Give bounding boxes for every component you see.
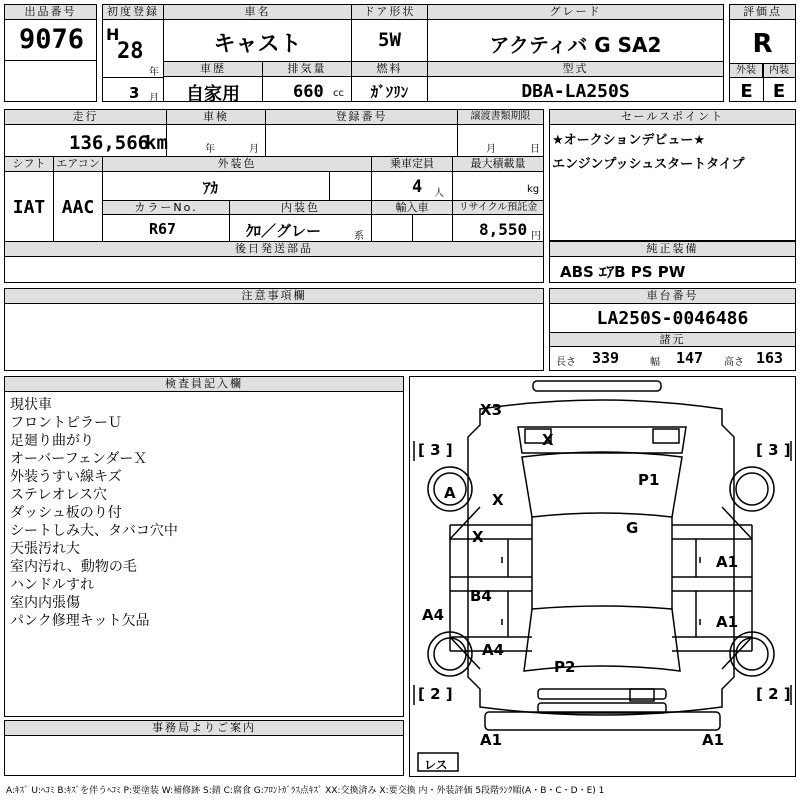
lot-label: 出品番号: [5, 5, 96, 20]
mileage-value: 136,566: [69, 132, 150, 154]
import-box: [371, 200, 453, 242]
damage-mark: X: [472, 528, 484, 546]
fuel-box: [351, 61, 428, 102]
car-diagram: [410, 377, 795, 776]
recycle-box: [452, 200, 544, 242]
int-color-box: [229, 200, 372, 242]
later-parts-box: [4, 241, 544, 283]
recycle-label: リサイクル預託金: [453, 201, 543, 215]
inspector-note: 室内汚れ、動物の毛: [10, 559, 137, 575]
inspection-box: [166, 109, 266, 157]
fuel-label: 燃料: [352, 62, 427, 77]
damage-mark: A4: [422, 606, 445, 624]
chassis-label: 車台番号: [550, 289, 795, 304]
ext-color-label: 外装色: [103, 157, 371, 172]
later-parts-label: 後日発送部品: [5, 242, 543, 257]
aircon-label: エアコン: [54, 157, 102, 172]
displacement-value: 660: [293, 82, 324, 102]
inspector-note: フロントピラーＵ: [10, 415, 122, 431]
caution-box: [4, 288, 544, 371]
inspection-year-unit: 年: [205, 144, 215, 155]
damage-mark: A1: [716, 613, 739, 631]
int-score-value: E: [772, 81, 786, 102]
spare-tire: レス: [424, 758, 448, 772]
ext-color-value: ｱｶ: [203, 179, 219, 197]
damage-mark: X: [492, 491, 504, 509]
damage-mark: G: [626, 519, 639, 537]
inspector-note: ハンドルすれ: [10, 577, 94, 593]
mileage-label: 走行: [5, 110, 166, 125]
mileage-unit: km: [145, 132, 168, 154]
grade-label: グレード: [428, 5, 723, 20]
reg-no-label: 登録番号: [266, 110, 457, 125]
first-reg-month-unit: 月: [149, 93, 159, 104]
first-reg-era: H: [106, 25, 120, 44]
tire-front-left: [ 3 ]: [418, 441, 453, 459]
width-value: 147: [676, 349, 704, 367]
genuine-box: [549, 241, 796, 283]
capacity-unit: 人: [434, 188, 444, 199]
tire-front-right: [ 3 ]: [756, 441, 791, 459]
ext-score-value: E: [740, 81, 753, 102]
recycle-value: 8,550: [479, 220, 528, 239]
tire-rear-right: [ 2 ]: [756, 685, 791, 703]
reg-no-box: [265, 109, 458, 157]
lot-blank: [4, 60, 97, 102]
damage-mark: A4: [482, 641, 505, 659]
car-diagram-box: [409, 376, 796, 777]
color-no-label: カラーNo.: [103, 201, 229, 215]
damage-mark: P1: [638, 471, 660, 489]
aircon-value: AAC: [61, 197, 95, 218]
import-label: 輸入車: [372, 201, 452, 215]
fuel-value: ｶﾞｿﾘﾝ: [370, 83, 409, 101]
capacity-value: 4: [412, 177, 423, 197]
tire-rear-left: [ 2 ]: [418, 685, 453, 703]
transfer-box: [457, 109, 544, 157]
first-reg-year-unit: 年: [149, 67, 159, 78]
inspection-label: 車検: [167, 110, 265, 125]
inspector-note: 現状車: [10, 397, 52, 413]
model-label: 型式: [428, 62, 723, 77]
inspector-note: 天張汚れ大: [10, 541, 80, 557]
sales-point-line-1: ★オークションデビュー★: [552, 133, 706, 148]
inspector-note: パンク修理キット欠品: [10, 613, 150, 629]
shift-value: IAT: [12, 197, 46, 218]
damage-mark: B4: [470, 587, 492, 605]
lot-box: [4, 4, 97, 61]
recycle-unit: 円: [531, 231, 541, 242]
score-value: R: [752, 29, 773, 59]
transfer-day-unit: 日: [530, 144, 540, 155]
caution-label: 注意事項欄: [5, 289, 543, 304]
sales-points-box: [549, 109, 796, 241]
genuine-label: 純正装備: [550, 242, 795, 257]
mileage-box: [4, 109, 167, 157]
office-label: 事務局よりご案内: [5, 721, 403, 736]
int-color-label: 内装色: [230, 201, 371, 215]
door-value: 5W: [378, 29, 401, 51]
shift-box: [4, 156, 54, 242]
ext-score-label: 外装: [730, 64, 763, 78]
damage-mark: A1: [480, 731, 503, 749]
first-reg-box: [102, 4, 164, 102]
inspector-note: ダッシュ板のり付: [10, 505, 122, 521]
int-color-unit: 系: [354, 231, 364, 242]
shift-label: シフト: [5, 157, 53, 172]
capacity-box: [371, 156, 453, 201]
model-box: [427, 61, 724, 102]
inspector-note: 外装うすい線キズ: [10, 469, 122, 485]
history-label: 車歴: [164, 62, 262, 77]
history-box: [163, 61, 263, 105]
max-load-label: 最大積載量: [453, 157, 543, 172]
capacity-label: 乗車定員: [372, 157, 452, 172]
door-label: ドア形状: [352, 5, 427, 20]
door-box: [351, 4, 428, 62]
inspector-note: オーバーフェンダーＸ: [10, 451, 148, 467]
width-label: 幅: [650, 357, 660, 368]
transfer-label: 譲渡書類期限: [458, 110, 543, 125]
inspector-note: ステレオレス穴: [10, 487, 108, 503]
damage-mark: A: [444, 484, 456, 502]
model-value: DBA-LA250S: [521, 81, 630, 102]
first-reg-year: 28: [117, 39, 144, 64]
car-name-value: キャスト: [213, 32, 302, 57]
ext-color-box: [102, 156, 372, 201]
length-label: 長さ: [556, 357, 576, 368]
score-box: [729, 4, 796, 102]
inspector-note: シートしみ大、タバコ穴中: [10, 523, 178, 539]
first-reg-month: 3: [129, 84, 140, 102]
office-box: [4, 720, 404, 776]
inspector-note: 足廻り曲がり: [10, 433, 94, 449]
transfer-month-unit: 月: [486, 144, 496, 155]
inspector-label: 検査員記入欄: [5, 377, 403, 392]
chassis-value: LA250S-0046486: [596, 308, 749, 329]
height-value: 163: [756, 349, 784, 367]
history-value: 自家用: [186, 84, 240, 105]
specs-label: 諸元: [550, 333, 795, 347]
inspector-note: 室内内張傷: [10, 595, 80, 611]
genuine-value: ABS ｴｱB PS PW: [560, 263, 686, 281]
int-score-label: 内装: [763, 64, 795, 78]
displacement-unit: cc: [333, 88, 344, 99]
aircon-box: [53, 156, 103, 242]
car-name-box: [163, 4, 352, 62]
car-name-label: 車名: [164, 5, 351, 20]
grade-value: アクティバ G SA2: [489, 33, 662, 57]
damage-mark: X3: [480, 401, 503, 419]
lot-number: 9076: [19, 24, 85, 55]
displacement-box: [262, 61, 352, 102]
int-color-value: ｸﾛ／グレー: [246, 222, 322, 240]
first-reg-label: 初度登録: [103, 5, 163, 20]
max-load-unit: kg: [527, 184, 540, 195]
color-no-value: R67: [149, 220, 177, 238]
grade-box: [427, 4, 724, 62]
inspection-month-unit: 月: [249, 144, 259, 155]
score-label: 評価点: [730, 5, 795, 20]
damage-mark: A1: [702, 731, 725, 749]
chassis-box: [549, 288, 796, 371]
color-no-box: [102, 200, 230, 242]
displacement-label: 排気量: [263, 62, 351, 77]
legend: A:ｷｽﾞ U:ﾍｺﾐ B:ｷｽﾞを伴うﾍｺﾐ P:要塗装 W:補修跡 S:錆 C:腐食 G:ﾌﾛﾝﾄｶﾞﾗｽ点ｷｽﾞ XX:交換済み X:要交換 内・外装評価 5段階ﾗﾝｸ順(A・B・C・D・E) 1: [6, 786, 605, 796]
damage-mark: X: [542, 431, 554, 449]
sales-point-line-2: エンジンプッシュスタートタイプ: [552, 157, 745, 172]
height-label: 高さ: [724, 357, 744, 368]
length-value: 339: [592, 349, 620, 367]
sales-points-label: セールスポイント: [550, 110, 795, 125]
inspector-notes: [10, 396, 178, 630]
max-load-box: [452, 156, 544, 201]
damage-mark: P2: [554, 658, 576, 676]
damage-mark: A1: [716, 553, 739, 571]
